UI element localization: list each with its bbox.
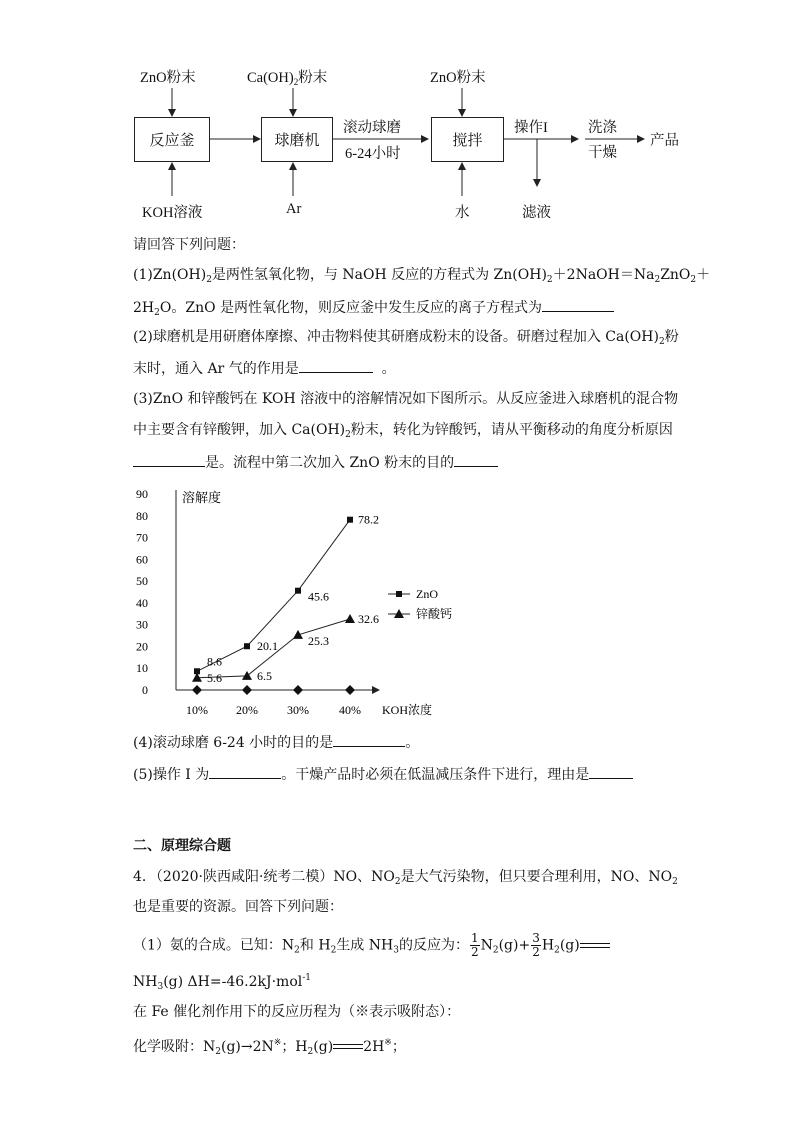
y-tick-label: 40 <box>136 595 148 610</box>
chem-adsorption-line: 化学吸附：$N_2(g)\to 2N^※$；$H_2(g)$ 2H※； <box>133 1038 406 1057</box>
fraction-half: $\frac{1}{2}$ <box>470 931 479 959</box>
data-point-zno <box>347 517 353 523</box>
input-zno-1: ZnO粉末 <box>140 70 196 86</box>
q3-answer-blank-1[interactable] <box>133 452 205 467</box>
q5-answer-blank-1[interactable] <box>209 764 281 779</box>
milling-label-2: 6-24小时 <box>345 146 401 162</box>
y-tick-label: 80 <box>136 508 148 523</box>
q1-line2: $2H_2O$。ZnO 是两性氧化物，则反应釜中发生反应的离子方程式为 <box>133 297 614 323</box>
legend-label-calcium-zincate: 锌酸钙 <box>416 607 453 621</box>
data-point-baseline <box>293 685 303 695</box>
y-tick-label: 70 <box>136 530 148 545</box>
q4-line: (4)滚动球磨 6-24 小时的目的是 。 <box>133 732 419 753</box>
fe-line: 在 Fe 催化剂作用下的反应历程为（※表示吸附态）： <box>133 1004 461 1020</box>
data-label: 25.3 <box>308 633 329 648</box>
operation1-label: 操作I <box>514 120 548 136</box>
y-tick-label: 60 <box>136 552 148 567</box>
section-title: 二、原理综合题 <box>133 838 231 854</box>
data-label: 8.6 <box>207 654 222 669</box>
y-tick-label: 20 <box>136 639 148 654</box>
data-label: 78.2 <box>358 512 379 527</box>
equilibrium-arrow-icon <box>580 942 610 950</box>
q3-line2: 中主要含有锌酸钾，加入 $Ca(OH)_2$粉末，转化为锌酸钙，请从平衡移动的角度分析原因 <box>133 422 673 440</box>
q2-line1: (2)球磨机是用研磨体摩擦、冲击物料使其研磨成粉末的设备。研磨过程加入 $Ca(OH)_2$粉 <box>133 329 679 347</box>
data-label: 20.1 <box>257 639 278 654</box>
input-zno-2: ZnO粉末 <box>430 70 486 86</box>
q1-line1: $(1)Zn(OH)_2$是两性氢氧化物，与 NaOH 反应的方程式为 $Zn(OH)_2+2NaOH=Na_2ZnO_2+$ <box>133 267 711 285</box>
data-point-calcium-zincate <box>242 671 252 680</box>
data-point-calcium-zincate <box>293 630 303 639</box>
p4-line1: 4．（2020·陕西咸阳·统考二模）NO、$NO_2$是大气污染物，但只要合理利用，NO、$NO_2$ <box>133 869 678 887</box>
intro-line: 请回答下列问题： <box>133 237 245 253</box>
p4-q1-line: （1）氨的合成。已知：$N_2$和 $H_2$生成 $NH_3$的反应为： $\frac{1}{2}$ $N_2(g)+$ $\frac{3}{2}$ $H_2(g)$ <box>133 932 610 961</box>
stirring-box: 搅拌 <box>431 117 504 162</box>
output-filtrate: 滤液 <box>522 205 551 221</box>
y-axis-title: 溶解度 <box>182 490 222 505</box>
input-koh: KOH溶液 <box>142 205 203 221</box>
q1-answer-blank[interactable] <box>542 297 614 312</box>
data-point-calcium-zincate <box>345 614 355 623</box>
milling-label-1: 滚动球磨 <box>343 120 401 136</box>
nh3-line: $NH_3(g)$ ΔH=-46.2kJ·mol$^{-1}$ <box>133 973 311 992</box>
data-label: 6.5 <box>257 668 272 683</box>
y-tick-label: 10 <box>136 661 148 676</box>
y-tick-label: 30 <box>136 617 148 632</box>
fraction-three-halves: $\frac{3}{2}$ <box>532 931 540 959</box>
q5-answer-blank-2[interactable] <box>589 764 633 779</box>
y-tick-label: 50 <box>136 574 148 589</box>
data-point-baseline <box>192 685 202 695</box>
equilibrium-arrow-icon-2 <box>333 1043 363 1051</box>
q5-line: (5)操作 I 为 。干燥产品时必须在低温减压条件下进行，理由是 <box>133 764 633 785</box>
input-water: 水 <box>455 205 470 221</box>
q3-line1: (3)ZnO 和锌酸钙在 KOH 溶液中的溶解情况如下图所示。从反应釜进入球磨机的混合物 <box>133 391 679 407</box>
q4-answer-blank[interactable] <box>333 732 405 747</box>
dry-label: 干燥 <box>588 145 617 161</box>
y-tick-label: 0 <box>142 683 148 697</box>
flow-arrows <box>0 0 794 230</box>
legend-marker-zno <box>396 591 402 597</box>
input-caoh2: $Ca(OH)_2$粉末 <box>247 70 328 87</box>
data-point-baseline <box>345 685 355 695</box>
q3-answer-blank-2[interactable] <box>454 452 498 467</box>
data-point-zno <box>295 588 301 594</box>
data-label: 45.6 <box>308 589 329 604</box>
ball-mill-box: 球磨机 <box>261 117 333 162</box>
data-point-baseline <box>242 685 252 695</box>
data-label: 32.6 <box>358 612 379 627</box>
x-tick-label: 20% <box>236 703 258 717</box>
y-tick-label: 90 <box>136 487 148 501</box>
data-label: 5.6 <box>207 670 222 685</box>
wash-label: 洗涤 <box>588 120 617 136</box>
x-tick-label: 30% <box>287 703 309 717</box>
input-ar: Ar <box>286 201 302 217</box>
q2-line2: 末时，通入 Ar 气的作用是 。 <box>133 358 396 379</box>
reactor-box: 反应釜 <box>134 117 210 162</box>
q3-line3: 是。流程中第二次加入 ZnO 粉末的目的 <box>133 452 498 473</box>
q2-answer-blank[interactable] <box>299 358 373 373</box>
p4-line2: 也是重要的资源。回答下列问题： <box>133 899 343 915</box>
x-axis-title: KOH浓度 <box>382 703 432 717</box>
legend-label-zno: ZnO <box>416 587 438 601</box>
data-point-zno <box>244 643 250 649</box>
x-tick-label: 40% <box>339 703 361 717</box>
x-tick-label: 10% <box>186 703 208 717</box>
x-axis-arrow-icon <box>372 686 380 694</box>
solubility-chart <box>120 480 460 720</box>
product-label: 产品 <box>650 133 679 149</box>
